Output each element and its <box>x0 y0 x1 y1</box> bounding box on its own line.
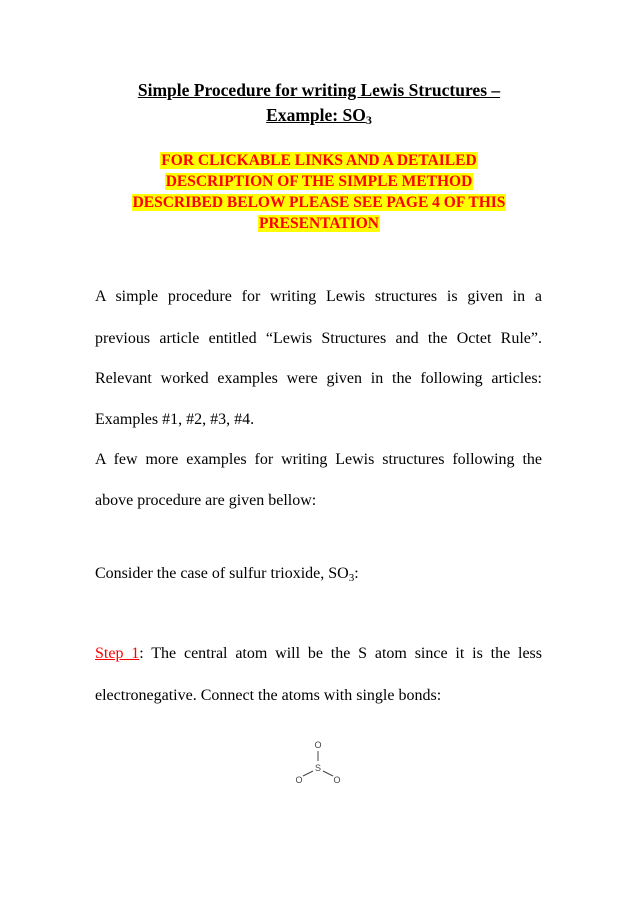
step1-line-2: electronegative. Connect the atoms with single bonds: <box>95 687 442 704</box>
case-colon: : <box>354 565 359 582</box>
atom-s-center: S <box>314 763 322 773</box>
notice-line-3 <box>0 192 638 213</box>
bond-left <box>303 771 313 776</box>
intro-line-2: previous article entitled “Lewis Structures and the Octet Rule”. <box>95 330 542 347</box>
title-subscript: 3 <box>365 113 372 127</box>
step1-line-1 <box>95 645 542 663</box>
case-subscript: 3 <box>348 572 355 584</box>
atom-o-left: O <box>295 775 303 785</box>
title-line-1: Simple Procedure for writing Lewis Structures – <box>137 80 501 100</box>
notice-text-1: FOR CLICKABLE LINKS AND A DETAILED <box>161 152 477 169</box>
more-line-1: A few more examples for writing Lewis structures following the <box>95 451 542 468</box>
so3-structure-diagram <box>285 738 355 788</box>
step1-link[interactable]: Step 1 <box>95 645 140 662</box>
notice-line-2 <box>0 171 638 192</box>
notice-text-4: PRESENTATION <box>258 215 379 232</box>
notice-text-3: DESCRIBED BELOW PLEASE SEE PAGE 4 OF THIS <box>132 194 506 211</box>
more-line-2: above procedure are given bellow: <box>95 492 317 509</box>
case-text: Consider the case of sulfur trioxide, SO <box>95 565 349 582</box>
notice-line-1 <box>0 150 638 171</box>
step1-text: : The central atom will be the S atom since it is the less <box>139 645 542 662</box>
atom-o-right: O <box>333 775 341 785</box>
bond-right <box>323 771 333 776</box>
atom-o-top: O <box>314 740 322 750</box>
notice-line-4 <box>0 213 638 234</box>
notice-text-2: DESCRIPTION OF THE SIMPLE METHOD <box>165 173 473 190</box>
intro-line-1: A simple procedure for writing Lewis structures is given in a <box>95 288 542 305</box>
intro-line-3: Relevant worked examples were given in the following articles: <box>95 370 542 387</box>
title-line-2 <box>0 105 638 128</box>
intro-line-4: Examples #1, #2, #3, #4. <box>95 411 255 428</box>
case-sentence <box>95 565 542 584</box>
title-formula: Example: SO <box>266 105 366 125</box>
